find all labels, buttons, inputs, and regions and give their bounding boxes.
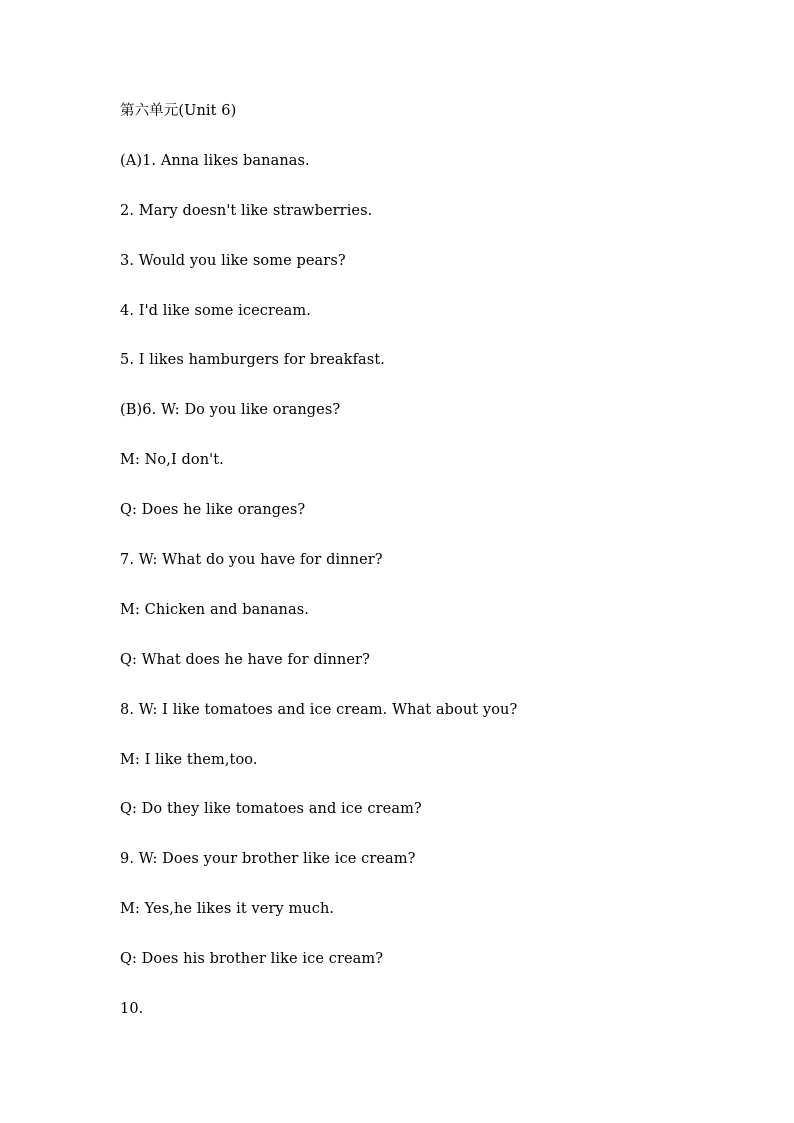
text-line: M: Chicken and bananas. — [120, 601, 309, 618]
text-line: (B)6. W: Do you like oranges? — [120, 402, 341, 419]
text-line: 8. W: I like tomatoes and ice cream. What about you? — [120, 701, 518, 718]
text-line: 9. W: Does your brother like ice cream? — [120, 851, 416, 868]
text-line: 5. I likes hamburgers for breakfast. — [120, 352, 385, 369]
text-line: M: No,I don't. — [120, 452, 224, 469]
text-line: 2. Mary doesn't like strawberries. — [120, 202, 373, 219]
unit-title: 第六单元(Unit 6) — [120, 103, 237, 119]
text-line: Q: Does his brother like ice cream? — [120, 951, 384, 968]
text-line: Q: Does he like oranges? — [120, 502, 306, 519]
text-line: M: Yes,he likes it very much. — [120, 901, 335, 918]
text-line: 7. W: What do you have for dinner? — [120, 552, 383, 569]
text-line: Q: What does he have for dinner? — [120, 651, 370, 668]
text-line: 3. Would you like some pears? — [120, 252, 346, 269]
text-line: Q: Do they like tomatoes and ice cream? — [120, 801, 422, 818]
text-line: M: I like them,too. — [120, 751, 258, 768]
text-line: 10. — [120, 1001, 144, 1018]
text-line: (A)1. Anna likes bananas. — [120, 152, 310, 169]
text-line: 4. I'd like some icecream. — [120, 302, 311, 319]
document-body — [120, 100, 680, 1048]
